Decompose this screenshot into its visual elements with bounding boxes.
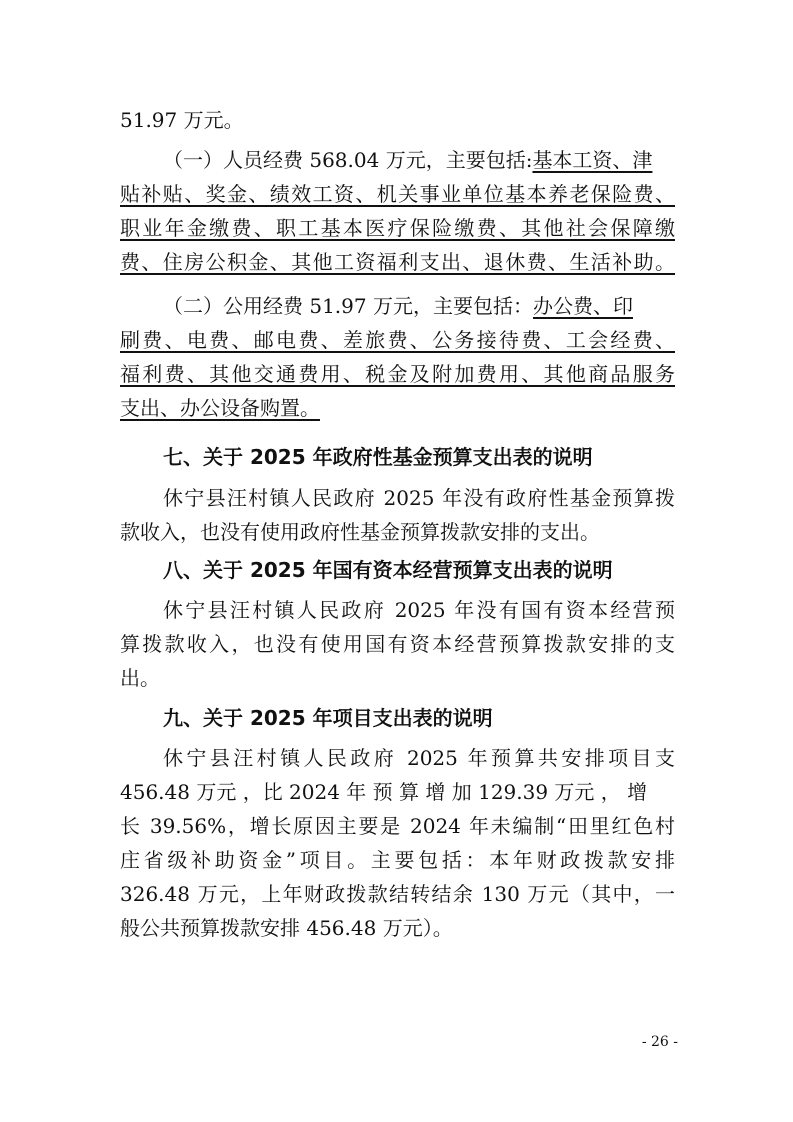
section-heading: 八、关于 2025 年国有资本经营预算支出表的说明 — [163, 558, 613, 582]
text-line: 庄省级补助资金”项目。主要包括：本年财政拨款安排 — [120, 848, 675, 872]
text-line: 休宁县汪村镇人民政府 2025 年没有政府性基金预算拨 — [163, 486, 675, 510]
underlined-text: 基本工资、津 — [532, 148, 653, 172]
section-heading: 九、关于 2025 年项目支出表的说明 — [163, 706, 493, 730]
text-line: 算拨款收入，也没有使用国有资本经营预算拨款安排的支 — [120, 632, 675, 656]
text-line: 456.48 万元 ，比 2024 年 预 算 增 加 129.39 万元 ， 增 — [120, 780, 648, 804]
text-line: 刷费、电费、邮电费、差旅费、公务接待费、工会经费、 — [120, 328, 675, 352]
text-span: （一）人员经费 568.04 万元，主要包括: — [163, 148, 533, 172]
text-line: 出。 — [120, 666, 160, 690]
section-heading: 七、关于 2025 年政府性基金预算支出表的说明 — [163, 445, 593, 469]
text-line: 326.48 万元，上年财政拨款结转结余 130 万元（其中，一 — [120, 882, 675, 906]
text-line: 休宁县汪村镇人民政府 2025 年没有国有资本经营预 — [163, 598, 675, 622]
text-span: （二）公用经费 51.97 万元，主要包括： — [163, 294, 533, 318]
text-line: 职业年金缴费、职工基本医疗保险缴费、其他社会保障缴 — [120, 216, 675, 240]
text-line: 休宁县汪村镇人民政府 2025 年预算共安排项目支 — [163, 746, 675, 770]
text-line: 贴补贴、奖金、绩效工资、机关事业单位基本养老保险费、 — [120, 182, 675, 206]
underlined-text: 办公费、印 — [532, 294, 633, 318]
text-line: 长 39.56%，增长原因主要是 2024 年未编制“田里红色村 — [120, 814, 675, 838]
text-line: 福利费、其他交通费用、税金及附加费用、其他商品服务 — [120, 362, 675, 386]
page-number: - 26 - — [641, 1034, 678, 1050]
text-line: 费、住房公积金、其他工资福利支出、退休费、生活补助。 — [120, 250, 675, 274]
text-line: 支出、办公设备购置。 — [120, 396, 320, 420]
text-line: 般公共预算拨款安排 456.48 万元）。 — [120, 916, 453, 940]
text-line: 51.97 万元。 — [120, 108, 244, 132]
text-line: 款收入，也没有使用政府性基金预算拨款安排的支出。 — [120, 520, 600, 544]
